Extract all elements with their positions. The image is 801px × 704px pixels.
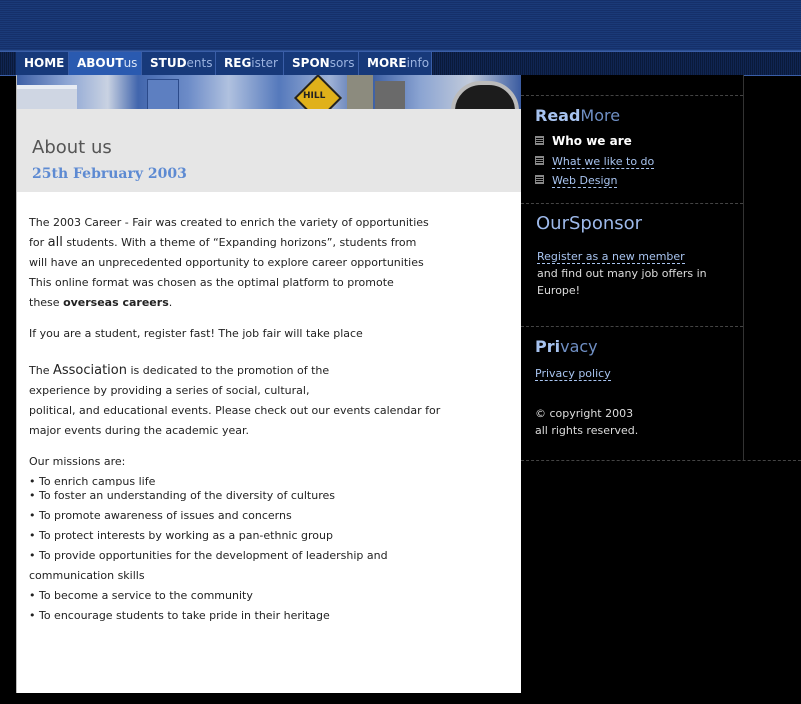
nav-moreinfo-label: MORE [367, 56, 407, 70]
header-banner [0, 0, 801, 51]
sponsor-section [521, 203, 743, 326]
mission-item: • To provide opportunities for the development of leadership and [29, 549, 388, 562]
nav-about-label: ABOUT [77, 56, 124, 70]
nav-moreinfo[interactable]: MOREinfo [359, 52, 432, 75]
register-member-link[interactable]: Register as a new member [537, 250, 685, 263]
square-bullet-icon [535, 175, 544, 184]
missions-title: Our missions are: [29, 455, 126, 468]
paragraph-line: these overseas careers. [29, 296, 173, 309]
footer-strip [0, 693, 801, 704]
privacy-section [521, 326, 743, 461]
page-title: About us [32, 137, 112, 158]
sidebar [521, 75, 744, 461]
nav-sponsors[interactable]: SPONsors [284, 52, 359, 75]
dome-image [451, 81, 519, 109]
divider [521, 460, 801, 461]
article-body [29, 213, 489, 626]
nav-students[interactable]: STUDents [142, 52, 216, 75]
mission-item: • To protect interests by working as a pan-ethnic group [29, 529, 333, 542]
building-image [17, 85, 77, 109]
nav-home-label: HOME [24, 56, 65, 70]
title-box [17, 109, 521, 192]
mission-item: • To encourage students to take pride in their heritage [29, 609, 330, 622]
nav-students-label: STUD [150, 56, 187, 70]
mission-item: communication skills [29, 569, 145, 582]
web-design-link[interactable]: Web Design [552, 174, 618, 187]
mission-item: • To promote awareness of issues and concerns [29, 509, 292, 522]
paragraph-line: This online format was chosen as the optimal platform to promote [29, 276, 394, 289]
road-sign-text: HILL [303, 91, 326, 101]
main-content [16, 75, 521, 693]
paragraph-line: If you are a student, register fast! The job fair will take place [29, 327, 363, 340]
nav-register[interactable]: REGister [216, 52, 284, 75]
mission-item: • To foster an understanding of the diversity of cultures [29, 489, 335, 502]
paragraph-line: experience by providing a series of social, cultural, [29, 384, 310, 397]
page-date: 25th February 2003 [32, 166, 187, 182]
sidebar-item-what-we-like[interactable] [535, 155, 654, 168]
paragraph-line: for all students. With a theme of “Expanding horizons”, students from [29, 235, 417, 250]
sponsor-text: Register as a new member and find out many job offers in Europe! [537, 250, 707, 297]
paragraph-line: will have an unprecedented opportunity to explore career opportunities [29, 256, 424, 269]
sponsor-title: OurSponsor [536, 213, 643, 234]
nav-about-us[interactable]: ABOUTus [69, 52, 142, 75]
square-bullet-icon [535, 136, 544, 145]
readmore-section [521, 95, 743, 204]
paragraph-line: The 2003 Career - Fair was created to enrich the variety of opportunities [29, 216, 429, 229]
square-bullet-icon [535, 156, 544, 165]
tower-image [375, 81, 405, 109]
mission-item: • To enrich campus life [29, 475, 156, 486]
copyright: © copyright 2003 all rights reserved. [535, 407, 639, 437]
banner-photo-strip [17, 75, 521, 109]
sidebar-item-web-design[interactable] [535, 174, 617, 187]
nav-sponsors-label: SPON [292, 56, 330, 70]
sidebar-item-who-we-are[interactable]: Who we are [535, 134, 632, 148]
nav-home[interactable] [16, 52, 69, 75]
mission-item: • To become a service to the community [29, 589, 253, 602]
readmore-title: ReadMore [535, 106, 621, 125]
privacy-policy-link[interactable]: Privacy policy [535, 367, 611, 380]
paragraph-line: political, and educational events. Please check out our events calendar for [29, 404, 441, 417]
what-we-like-link[interactable]: What we like to do [552, 155, 655, 168]
nav-register-label: REG [224, 56, 252, 70]
main-nav [0, 51, 801, 76]
tower-image [347, 75, 373, 109]
paragraph-line: major events during the academic year. [29, 424, 249, 437]
paragraph-line: The Association is dedicated to the promotion of the [29, 363, 330, 378]
privacy-link-wrap [535, 365, 735, 382]
privacy-title: Privacy [535, 337, 598, 356]
building-image [147, 79, 179, 109]
